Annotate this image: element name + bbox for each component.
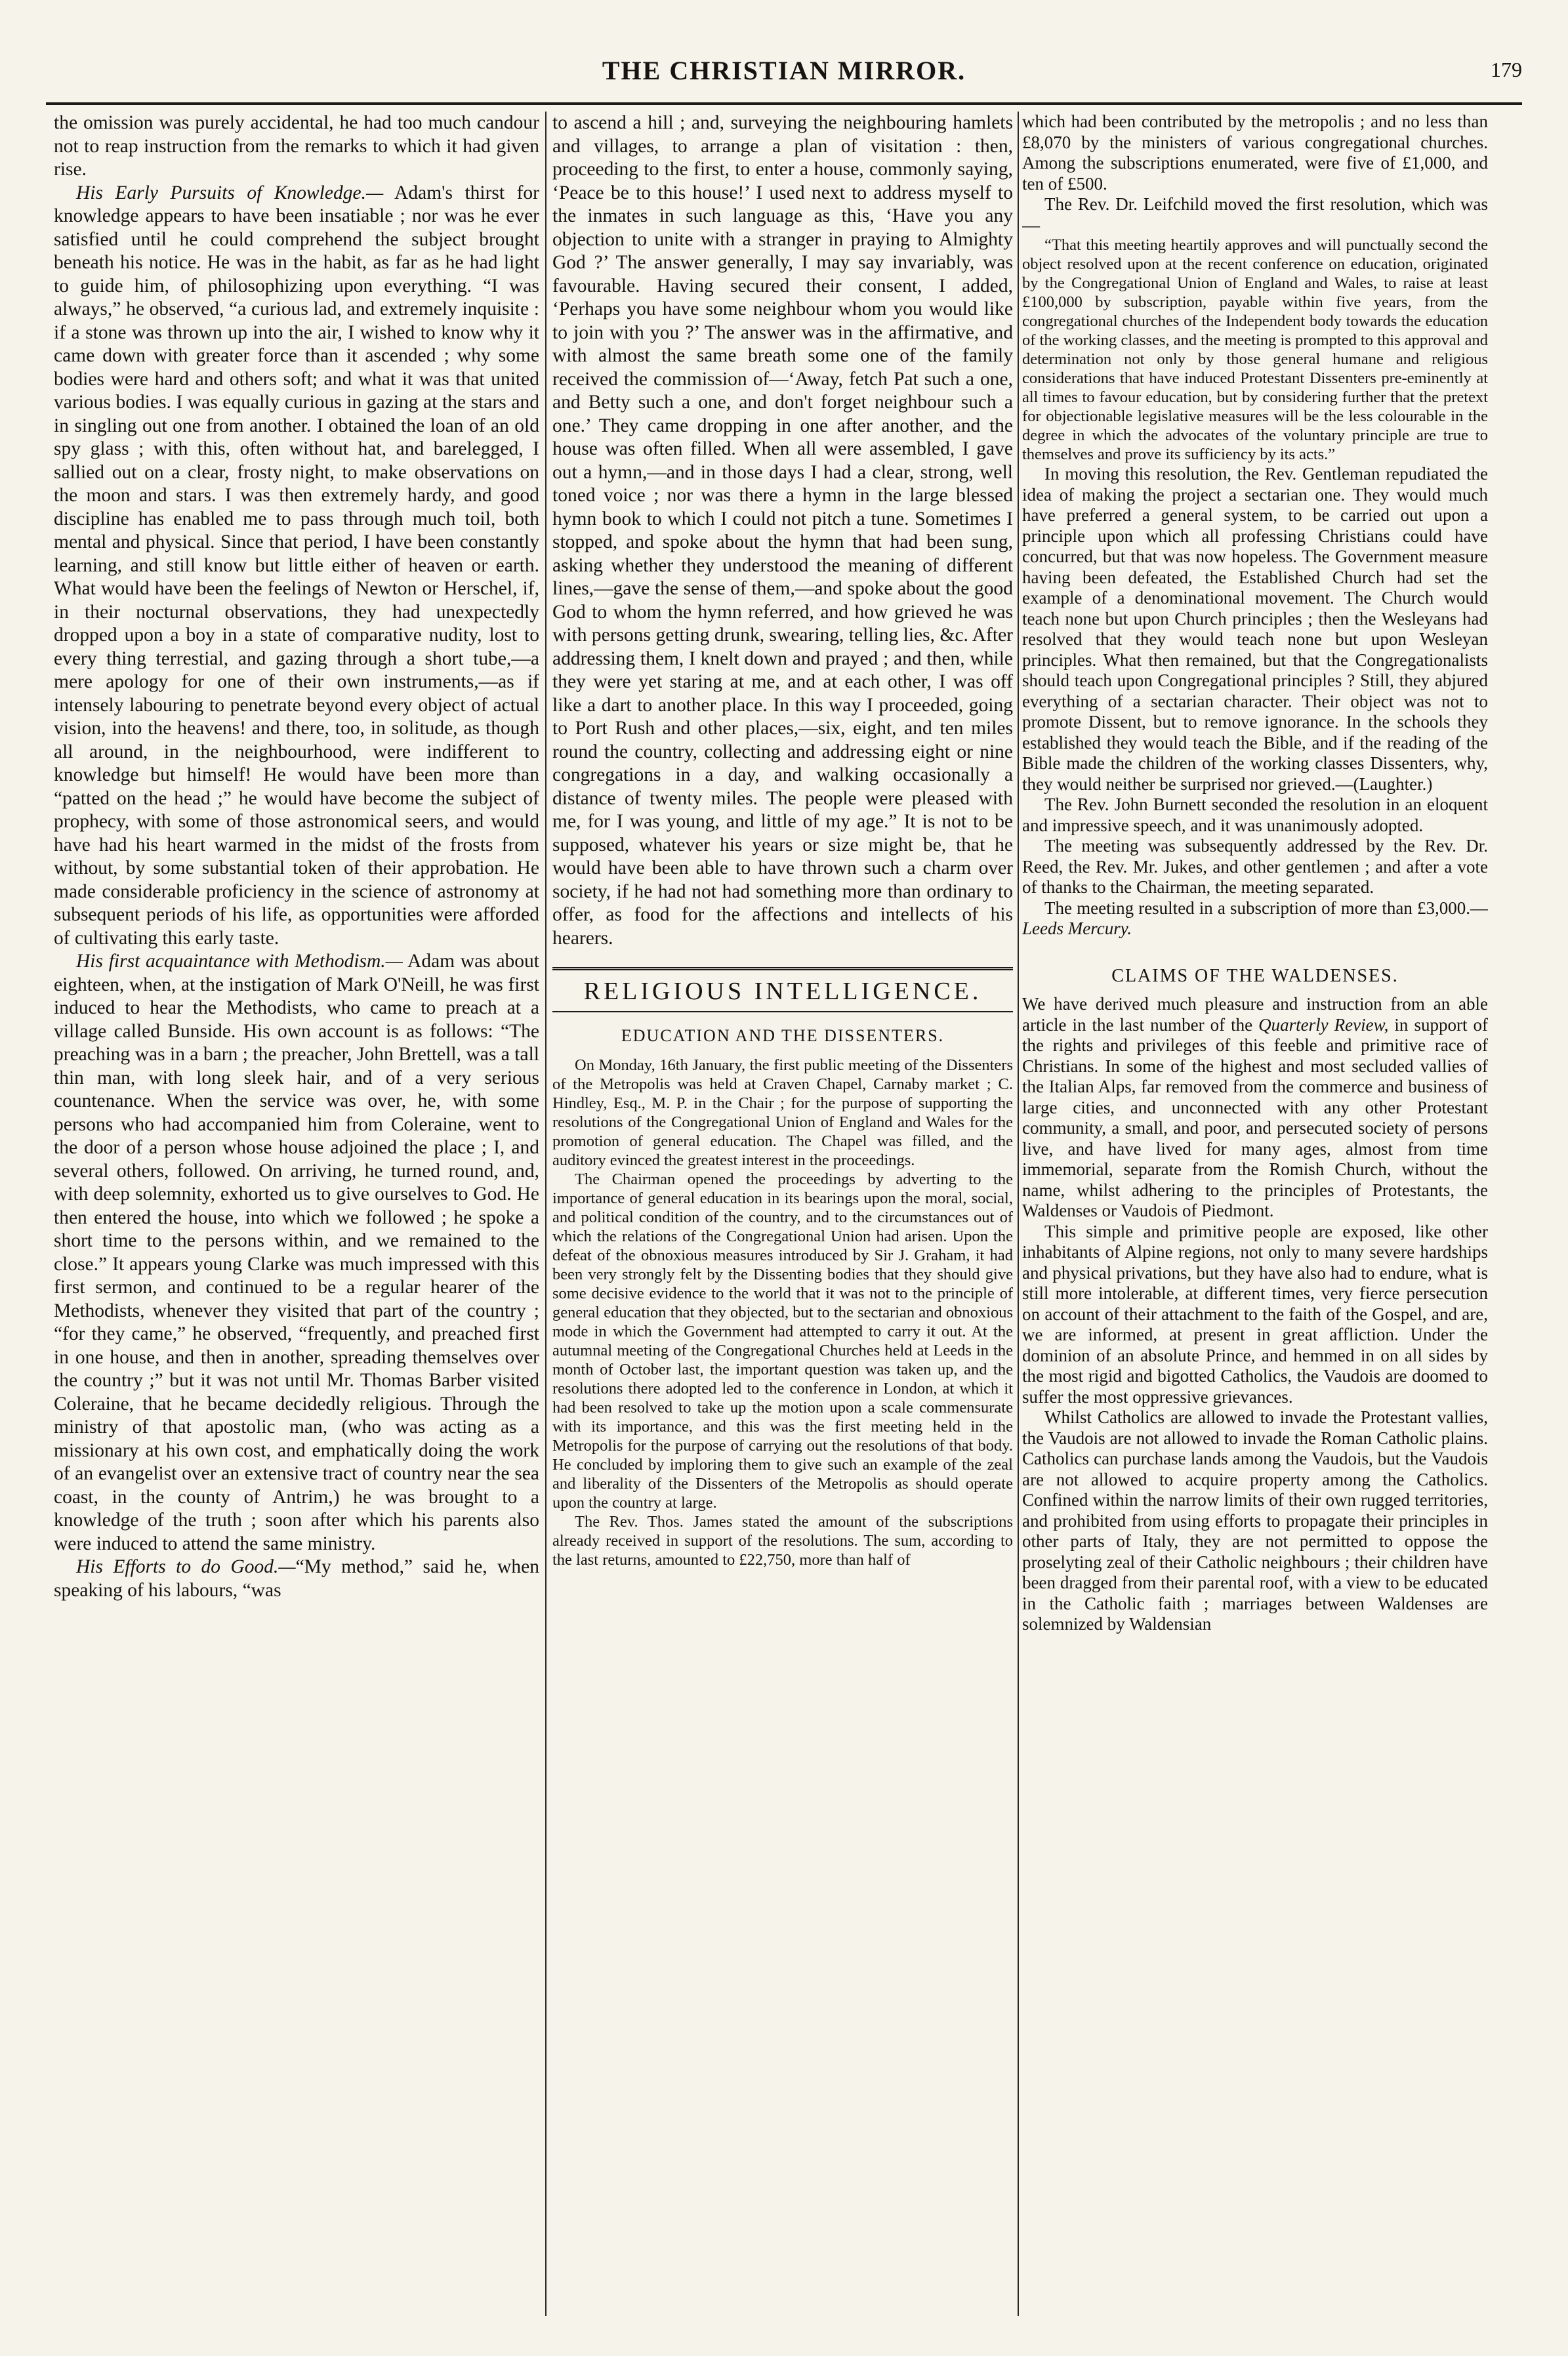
paragraph-text: The meeting resulted in a subscription of more than £3,000.— — [1044, 898, 1488, 918]
paragraph: The Chairman opened the proceedings by adverting to the importance of general education in its bearings upon the moral, social, and political condition of the country, and to the circumstances out of which the relations of the Congregational Union had arisen. Upon the defeat of the obnoxious measures introduced by Sir J. Graham, it had been very strongly felt by the Dissenting bodies that they should give some decisive evidence to the world that it was not to the principle of general education that they objected, but to the sectarian and obnoxious mode in which the Government had attempted to carry it out. At the autumnal meeting of the Congregational Churches held at Leeds in the month of October last, the important question was taken up, and the resolutions there adopted led to the conference in London, at which it had been resolved to take up the motion upon a scale commensurate with its importance, and this was the first meeting held in the Metropolis for the purpose of carrying out the resolutions of that body. He concluded by imploring them to give such an example of the zeal and liberality of the Dissenters of the Metropolis as should operate upon the country at large. — [552, 1170, 1013, 1512]
column-3 — [1022, 112, 1488, 2323]
paragraph: On Monday, 16th January, the first public meeting of the Dissenters of the Metropolis was held at Craven Chapel, Carnaby market ; C. Hindley, Esq., M. P. in the Chair ; for the purpose of supporting the resolutions of the Congregational Union of England and Wales for the promotion of general education. The Chapel was filled, and the auditory evinced the greatest interest in the proceedings. — [552, 1056, 1013, 1169]
article-heading: EDUCATION AND THE DISSENTERS. — [621, 1026, 945, 1045]
section-title: RELIGIOUS INTELLIGENCE. — [583, 978, 982, 1005]
masthead — [46, 51, 1522, 105]
source-credit: Leeds Mercury. — [1022, 919, 1132, 938]
column-1 — [54, 112, 539, 2323]
resolution-quote: “That this meeting heartily approves and will punctually second the object resolved upon at the recent conference on education, originated by the Congregational Union of England and Wales, to raise at least £100,000 by subscription, payable within five years, from the congregational churches of the Independent body towards the education of the working classes, and the meeting is prompted to this approval and determination not only by those general humane and religious considerations that have induced Protestant Dissenters pre-eminently at all times to favour education, but by considering further that the pretext for objectionable legislative measures will be the less colourable in the degree in which the advocates of the voluntary principle are true to themselves and prove its sufficiency by its acts.” — [1022, 236, 1488, 463]
paragraph-text: Adam's thirst for knowledge appears to have been insatiable ; nor was he ever satisfied until he could comprehend the subject brought beneath his notice. He was in the habit, as far as he had light to guide him, of philosophizing upon everything. “I was always,” he observed, “a curious lad, and extremely inquisite : if a stone was thrown up into the air, I wished to know why it came down with greater force than it ascended ; why some bodies were hard and others soft; and what it was that united various bodies. I was equally curious in gazing at the stars and in singling out one from another. I obtained the loan of an old spy glass ; with this, often without hat, and barelegged, I sallied out on a clear, frosty night, to make observations on the moon and stars. I was then extremely hardy, and good discipline has enabled me to pass through much toil, both mental and physical. Since that period, I have been constantly learning, and still know but little either of heaven or earth. What would have been the feelings of Newton or Herschel, if, in their nocturnal observations, they had unexpectedly dropped upon a boy in a state of comparative nudity, lost to every thing terrestial, and gazing through a short tube,—a mere apology for one of their own instruments,—as if intensely labouring to penetrate beyond every object of actual vision, into the heavens! and there, too, in solitude, as though all around, in the neighbourhood, were indifferent to knowledge but himself! He would have been more than “patted on the head ;” he would have become the subject of prophecy, with some of those astronomical seers, and would have had his heart warmed in the midst of the frosts from without, by some substantial token of their approbation. He made considerable proficiency in the science of astronomy at subsequent periods of his life, as opportunities were afforded of cultivating this early taste. — [54, 182, 539, 949]
paragraph — [1022, 994, 1488, 1222]
paragraph — [1022, 898, 1488, 940]
run-in-heading: His first acquaintance with Methodism.— — [76, 951, 403, 972]
paragraph-text: We have derived much pleasure and instruction from an able article in the last number of the — [1022, 994, 1488, 1035]
page-number: 179 — [1491, 58, 1522, 81]
paragraph-text: Adam was about eighteen, when, at the instigation of Mark O'Neill, he was first induced to hear the Methodists, who came to preach at a village called Bunside. His own account is as follows: “The preaching was in a barn ; the preacher, John Brettell, was a tall thin man, with long sleek hair, and of a very serious countenance. When the service was over, he, with some persons who had accompanied him from Coleraine, went to the door of a person whose house adjoined the place ; I, and several others, followed. On arriving, he turned round, and, with deep solemnity, exhorted us to give ourselves to God. He then entered the house, into which we followed ; he spoke a short time to the persons within, and we remained to the close.” It appears young Clarke was much impressed with this first sermon, and continued to be a regular hearer of the Methodists, whenever they visited that part of the country ; “for they came,” he observed, “frequently, and preached first in one house, and then in another, spreading themselves over the country ;” but it was not until Mr. Thomas Barber visited Coleraine, that he became decidedly religious. Through the ministry of that apostolic man, (who was acting as a missionary at his own cost, and emphatically doing the work of an evangelist over an extensive tract of country near the sea coast, in the county of Antrim,) he was brought to a knowledge of the truth ; soon after which his parents also were induced to attend the same ministry. — [54, 951, 539, 1554]
run-in-heading: His Early Pursuits of Knowledge.— — [76, 182, 384, 203]
masthead-rule — [46, 102, 1522, 105]
column-2 — [552, 112, 1013, 2323]
paragraph: The Rev. Thos. James stated the amount of the subscriptions already received in support of the resolutions. The sum, according to the last returns, amounted to £22,750, more than half of — [552, 1512, 1013, 1569]
article-heading: CLAIMS OF THE WALDENSES. — [1111, 965, 1399, 986]
paragraph-text: in support of the rights and privileges of this feeble and primitive race of Christians. In some of the highest and most secluded vallies of the Italian Alps, far removed from the commerce and business of large cities, and unconnected with any other Protestant community, a small, and poor, and persecuted society of persons live, and have lived for many ages, almost from time immemorial, separate from the Romish Church, without the name, whilst adhering to the principles of Protestants, the Waldenses or Vaudois of Piedmont. — [1022, 1014, 1488, 1220]
run-in-heading: His Efforts to do Good.— — [76, 1556, 296, 1577]
paragraph: This simple and primitive people are exposed, like other inhabitants of Alpine regions, not only to many severe hardships and physical privations, but they have also had to endure, what is still more intolerable, at different times, very fierce persecution on account of their attachment to the faith of the Gospel, and are, we are informed, at present in great affliction. Under the dominion of an absolute Prince, and hemmed in on all sides by the most rigid and bigotted Catholics, the Vaudois are doomed to suffer the most oppressive grievances. — [1022, 1221, 1488, 1407]
paragraph-text: “My method,” said he, when speaking of his labours, “was — [54, 1556, 539, 1601]
section-rule-top — [552, 967, 1013, 970]
paragraph: The Rev. John Burnett seconded the resolution in an eloquent and impressive speech, and it was unanimously adopted. — [1022, 795, 1488, 835]
column-divider-1 — [545, 112, 547, 2316]
paragraph-with-run-in-heading — [54, 1556, 539, 1602]
paragraph: The meeting was subsequently addressed by the Rev. Dr. Reed, the Rev. Mr. Jukes, and other gentlemen ; and after a vote of thanks to the Chairman, the meeting separated. — [1022, 836, 1488, 897]
paragraph: the omission was purely accidental, he had too much candour not to reap instruction from the remarks to which it had given rise. — [54, 112, 539, 180]
paragraph: to ascend a hill ; and, surveying the neighbouring hamlets and villages, to arrange a plan of visitation : then, proceeding to the first, to enter a house, commonly saying, ‘Peace be to this house!’ I used next to address myself to the inmates in such language as this, ‘Have you any objection to unite with a stranger in praying to Almighty God ?’ The answer generally, I may say invariably, was favourable. Having secured their consent, I added, ‘Perhaps you have some neighbour whom you would like to join with you ?’ The answer was in the affirmative, and with almost the same breath some one of the family received the commission of—‘Away, fetch Pat such a one, and Betty such a one, and don't forget neighbour such a one.’ They came dropping in one after another, and the house was often filled. When all were assembled, I gave out a hymn,—and in those days I had a clear, strong, well toned voice ; nor was there a hymn in the large blessed hymn book to which I could not pitch a tune. Sometimes I stopped, and spoke about the hymn that had been sung, asking whether they understood the meaning of different lines,—gave the sense of them,—and spoke about the good God to whom the hymn referred, and how grieved he was with persons getting drunk, swearing, telling lies, &c. After addressing them, I knelt down and prayed ; and then, while they were yet staring at me, and at each other, I was off like a dart to another place. In this way I proceeded, going to Port Rush and other places,—six, eight, and ten miles round the country, collecting and addressing eight or nine congregations in a day, and walking occasionally a distance of twenty miles. The people were pleased with me, for I was young, and little of my age.” It is not to be supposed, whatever his years or size might be, that he would have been able to have thrown such a charm over society, if he had not had something more than ordinary to offer, as food for the affections and intellects of his hearers. — [552, 112, 1013, 949]
section-rule-bottom — [552, 1011, 1013, 1012]
masthead-title: THE CHRISTIAN MIRROR. — [602, 56, 966, 85]
paragraph: which had been contributed by the metropolis ; and no less than £8,070 by the ministers of various congregational churches. Among the subscriptions enumerated, were five of £1,000, and ten of £500. — [1022, 112, 1488, 194]
paragraph: Whilst Catholics are allowed to invade the Protestant vallies, the Vaudois are not allowed to invade the Roman Catholic plains. Catholics can purchase lands among the Vaudois, but the Vaudois are not allowed to acquire property among the Catholics. Confined within the narrow limits of their own rugged territories, and prohibited from using efforts to propagate their principles in other parts of Italy, they are not permitted to oppose the proselyting zeal of their Catholic neighbours ; their children have been dragged from their parental roof, with a view to be educated in the Catholic faith ; marriages between Waldenses are solemnized by Waldensian — [1022, 1407, 1488, 1634]
paragraph: In moving this resolution, the Rev. Gentleman repudiated the idea of making the project a sectarian one. They would much have preferred a general system, to be carried out upon a principle upon which all professing Christians could have concurred, but that was now hopeless. The Government measure having been defeated, the Established Church had set the example of a denominational movement. The Church would teach none but upon Church principles ; then the Wesleyans had resolved that they would teach none but upon Wesleyan principles. What then remained, but that the Congregationalists should teach upon Congregational principles ? Still, they abjured everything of a sectarian character. Their object was not to promote Dissent, but to remove ignorance. In the schools they established they would teach the Bible, and if the reading of the Bible made the children of the working classes Dissenters, why, they would neither be surprised nor grieved.—(Laughter.) — [1022, 464, 1488, 794]
column-divider-2 — [1018, 112, 1019, 2316]
publication-title: Quarterly Review, — [1258, 1014, 1389, 1035]
paragraph: The Rev. Dr. Leifchild moved the first resolution, which was— — [1022, 194, 1488, 235]
paragraph-with-run-in-heading — [54, 182, 539, 951]
paragraph-with-run-in-heading — [54, 950, 539, 1556]
